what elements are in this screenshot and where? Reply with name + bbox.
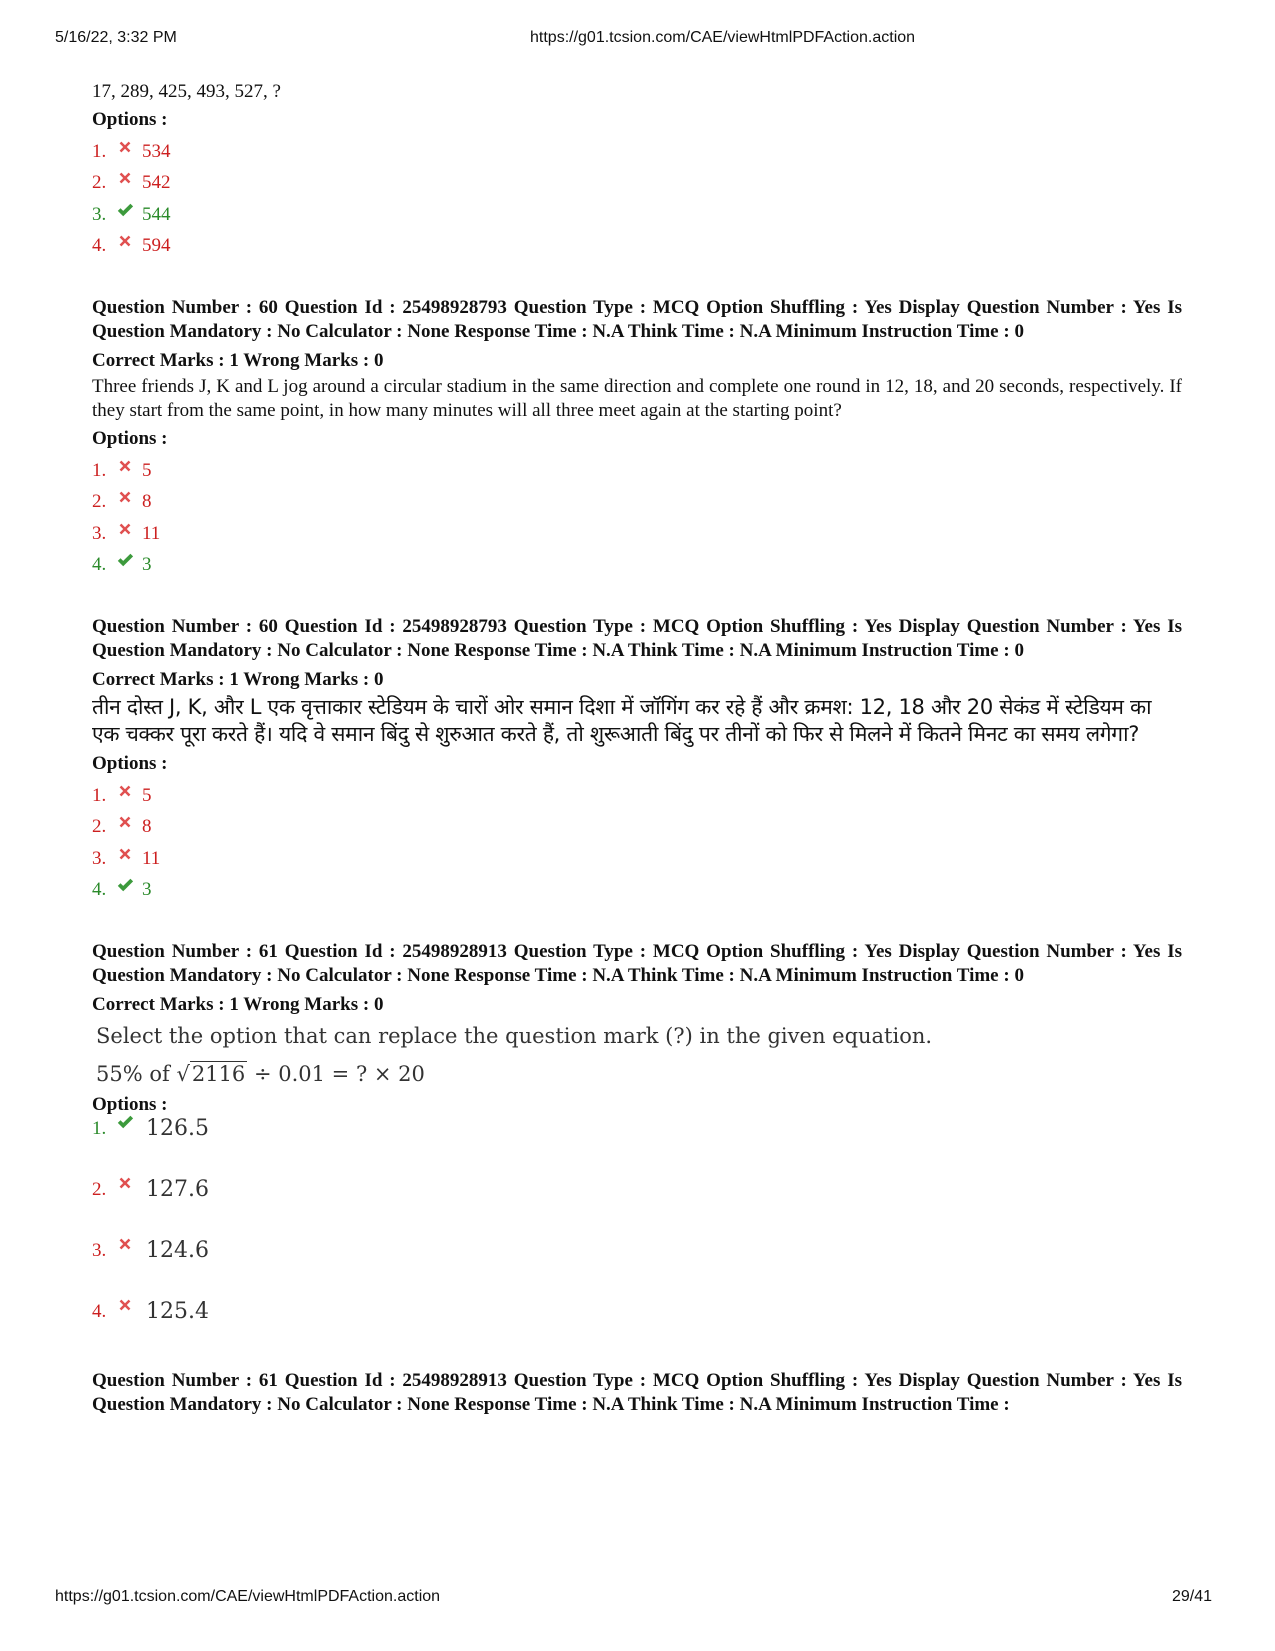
option-value: 5 (142, 459, 152, 481)
option-value: 8 (142, 816, 152, 837)
cross-icon (116, 169, 138, 191)
equation-radicand: 2116 (191, 1062, 246, 1086)
option-number: 1. (92, 1118, 107, 1139)
cross-icon (116, 457, 138, 479)
options-label: Options : (92, 109, 168, 130)
option-value: 544 (142, 203, 171, 225)
option-item (92, 1178, 1182, 1239)
cross-icon (116, 1296, 138, 1318)
check-icon (116, 876, 138, 898)
print-datetime: 5/16/22, 3:32 PM (55, 29, 177, 46)
option-number: 1. (92, 784, 107, 806)
option-number: 2. (92, 491, 107, 512)
page-number: 29/41 (1172, 1588, 1213, 1605)
option-item (92, 164, 1182, 196)
option-item (92, 195, 1182, 227)
question-text: Three friends J, K and L jog around a circular stadium in the same direction and complete one round in 12, 18, and 20 seconds, respectively. If they start from the same point, in how many minutes will all three meet again at the starting point? (92, 376, 1182, 421)
option-item (92, 1239, 1182, 1300)
option-value: 11 (142, 847, 161, 869)
option-value: 3 (142, 554, 152, 575)
cross-icon (116, 813, 138, 835)
question-meta: Question Number : 60 Question Id : 25498928793 Question Type : MCQ Option Shuffling : Yes Display Question Number : Yes Is Question Mandatory : No Calculator : None Response Time : N.A Think Time : N.A Minimum Instruction Time : 0 (92, 616, 1182, 661)
option-value: 125.4 (146, 1299, 209, 1324)
option-value: 534 (142, 140, 171, 162)
options-list (92, 132, 1182, 258)
options-label: Options : (92, 1094, 168, 1115)
option-number: 1. (92, 459, 107, 481)
options-label: Options : (92, 428, 168, 449)
option-item (92, 546, 1182, 578)
question-text: तीन दोस्त J, K, और L एक वृत्ताकार स्टेडियम के चारों ओर समान दिशा में जॉगिंग कर रहे हैं और क्रमश: 12, 18 और 20 सेकंड में स्टेडियम का एक चक्कर पूरा करते हैं। यदि वे समान बिंदु से शुरुआत करते हैं, तो शुरूआती बिंदु पर तीनों को फिर से मिलने में कितने मिनट का समय लगेगा? (92, 695, 1152, 746)
option-value: 11 (142, 522, 161, 544)
options-list (92, 776, 1182, 902)
question-instruction: Select the option that can replace the question mark (?) in the given equation. (96, 1024, 933, 1048)
question-block (92, 296, 1182, 577)
option-number: 4. (92, 554, 107, 575)
sqrt-symbol: √2116 (176, 1062, 246, 1086)
option-number: 3. (92, 203, 107, 225)
question-marks: Correct Marks : 1 Wrong Marks : 0 (92, 350, 384, 371)
option-number: 3. (92, 1240, 107, 1261)
page-content (92, 80, 1182, 1417)
equation-suffix: ÷ 0.01 = ? × 20 (247, 1062, 425, 1086)
question-image (92, 1021, 1182, 1089)
equation-prefix: 55% of (96, 1062, 177, 1086)
check-icon (116, 1113, 138, 1135)
print-header (0, 29, 1275, 51)
option-value: 127.6 (146, 1177, 209, 1202)
option-number: 2. (92, 172, 107, 193)
option-item (92, 839, 1182, 871)
question-meta: Question Number : 61 Question Id : 25498928913 Question Type : MCQ Option Shuffling : Yes Display Question Number : Yes Is Question Mandatory : No Calculator : None Response Time : N.A Think Time : N.A Minimum Instruction Time : 0 (92, 941, 1182, 986)
option-item (92, 776, 1182, 808)
cross-icon (116, 488, 138, 510)
option-value: 5 (142, 784, 152, 806)
check-icon (116, 551, 138, 573)
option-item (92, 871, 1182, 903)
option-item (92, 227, 1182, 259)
option-number: 4. (92, 1301, 107, 1322)
option-number: 1. (92, 140, 107, 162)
option-value: 8 (142, 491, 152, 512)
question-marks: Correct Marks : 1 Wrong Marks : 0 (92, 994, 384, 1015)
question-meta: Question Number : 60 Question Id : 25498928793 Question Type : MCQ Option Shuffling : Yes Display Question Number : Yes Is Question Mandatory : No Calculator : None Response Time : N.A Think Time : N.A Minimum Instruction Time : 0 (92, 297, 1182, 342)
option-item (92, 451, 1182, 483)
question-marks: Correct Marks : 1 Wrong Marks : 0 (92, 669, 384, 690)
option-value: 3 (142, 879, 152, 900)
question-equation (96, 1059, 1182, 1089)
cross-icon (116, 138, 138, 160)
question-block (92, 615, 1182, 902)
option-value: 124.6 (146, 1238, 209, 1263)
option-item (92, 1300, 1182, 1361)
options-list (92, 1117, 1182, 1361)
question-block (92, 80, 1182, 258)
cross-icon (116, 782, 138, 804)
option-item (92, 132, 1182, 164)
options-label: Options : (92, 753, 168, 774)
option-value: 594 (142, 235, 171, 256)
check-icon (116, 201, 138, 223)
option-number: 4. (92, 235, 107, 256)
option-item (92, 514, 1182, 546)
footer-url: https://g01.tcsion.com/CAE/viewHtmlPDFAction.action (55, 1588, 441, 1605)
option-item (92, 808, 1182, 840)
print-footer (0, 1588, 1275, 1610)
question-text: 17, 289, 425, 493, 527, ? (92, 81, 281, 102)
question-block (92, 1369, 1182, 1417)
cross-icon (116, 520, 138, 542)
option-value: 126.5 (146, 1116, 209, 1141)
cross-icon (116, 845, 138, 867)
option-value: 542 (142, 172, 171, 193)
print-url: https://g01.tcsion.com/CAE/viewHtmlPDFAction.action (530, 29, 916, 46)
options-list (92, 451, 1182, 577)
cross-icon (116, 1235, 138, 1257)
option-number: 2. (92, 1179, 107, 1200)
option-number: 2. (92, 816, 107, 837)
cross-icon (116, 232, 138, 254)
cross-icon (116, 1174, 138, 1196)
option-number: 3. (92, 847, 107, 869)
option-number: 3. (92, 522, 107, 544)
option-item (92, 483, 1182, 515)
option-item (92, 1117, 1182, 1178)
question-meta: Question Number : 61 Question Id : 25498928913 Question Type : MCQ Option Shuffling : Yes Display Question Number : Yes Is Question Mandatory : No Calculator : None Response Time : N.A Think Time : N.A Minimum Instruction Time : (92, 1370, 1182, 1415)
option-number: 4. (92, 879, 107, 900)
question-block (92, 940, 1182, 1361)
